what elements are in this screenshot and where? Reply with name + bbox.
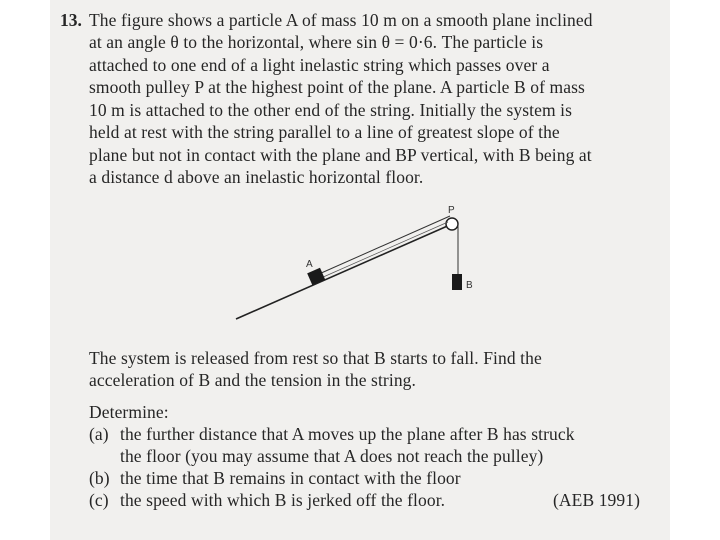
part-c-line: the speed with which B is jerked off the floor. bbox=[120, 490, 446, 510]
intro-line: plane but not in contact with the plane and BP vertical, with B being at bbox=[89, 145, 592, 165]
label-b: B bbox=[466, 280, 473, 291]
determine-heading: Determine: bbox=[89, 402, 169, 422]
part-b-line: the time that B remains in contact with the floor bbox=[120, 468, 461, 488]
part-label-b: (b) bbox=[89, 468, 110, 488]
intro-line: The figure shows a particle A of mass 10 m on a smooth plane inclined bbox=[89, 10, 593, 30]
intro-line: smooth pulley P at the highest point of the plane. A particle B of mass bbox=[89, 77, 585, 97]
intro-line: at an angle θ to the horizontal, where sin θ = 0·6. The particle is bbox=[89, 32, 544, 52]
label-p: P bbox=[448, 205, 455, 216]
part-a-line: the floor (you may assume that A does not reach the pulley) bbox=[120, 446, 544, 466]
label-a: A bbox=[306, 259, 313, 270]
part-label-a: (a) bbox=[89, 424, 109, 444]
intro-line: attached to one end of a light inelastic string which passes over a bbox=[89, 55, 550, 75]
part-label-c: (c) bbox=[89, 490, 109, 510]
source-citation: (AEB 1991) bbox=[553, 490, 641, 510]
intro-line: a distance d above an inelastic horizontal floor. bbox=[89, 167, 424, 187]
intro-line: 10 m is attached to the other end of the string. Initially the system is bbox=[89, 100, 573, 120]
intro-line: held at rest with the string parallel to a line of greatest slope of the bbox=[89, 122, 560, 142]
part-a-line: the further distance that A moves up the plane after B has struck bbox=[120, 424, 575, 444]
question-number: 13. bbox=[60, 10, 82, 30]
release-line: The system is released from rest so that B starts to fall. Find the bbox=[89, 348, 542, 368]
release-line: acceleration of B and the tension in the string. bbox=[89, 370, 416, 390]
